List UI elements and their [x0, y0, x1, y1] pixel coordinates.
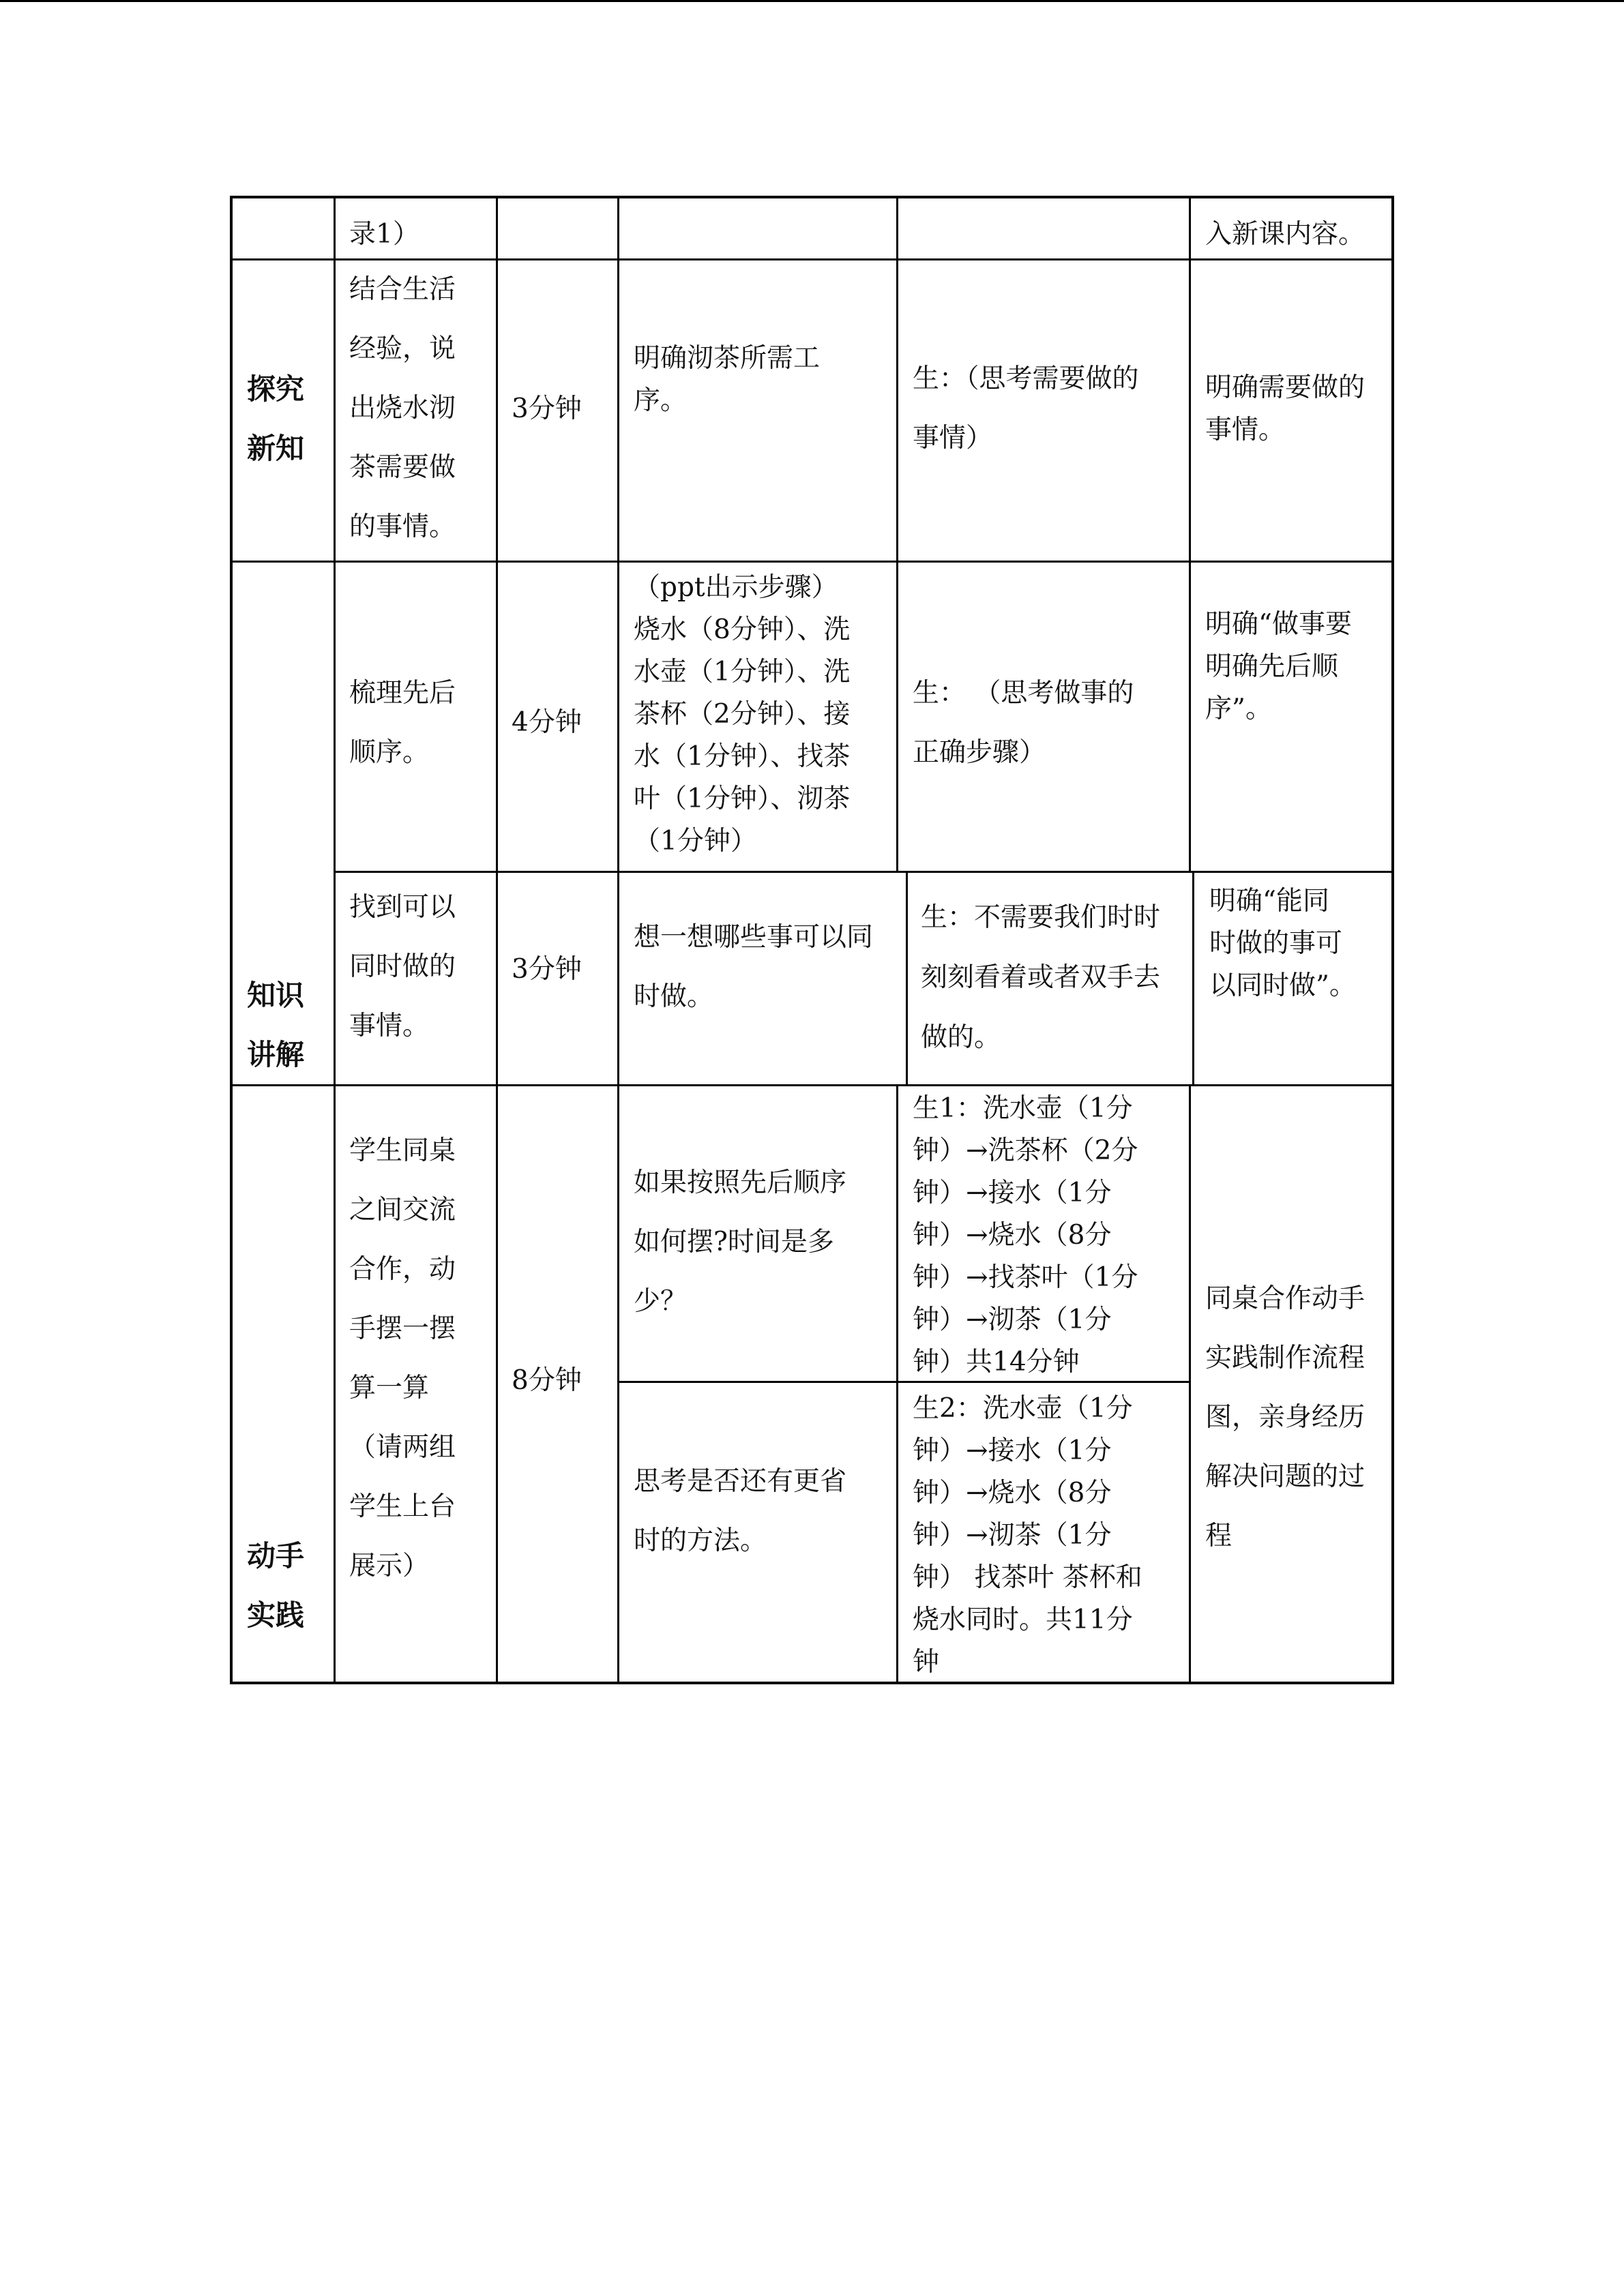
continued-activity: 录1）	[349, 219, 419, 250]
knowledge-activity-1: 梳理先后 顺序。	[349, 678, 456, 768]
practice-effect: 同桌合作动手 实践制作流程 图，亲身经历 解决问题的过 程	[1205, 1283, 1365, 1551]
explore-activity: 结合生活 经验，说 出烧水沏 茶需要做 的事情。	[349, 274, 456, 542]
practice-question-2: 思考是否还有更省 时的方法。	[634, 1466, 847, 1556]
row-divider	[230, 561, 1394, 563]
col-divider	[896, 1084, 898, 1684]
col-divider	[1192, 871, 1194, 1084]
col-divider	[1189, 1084, 1191, 1684]
col-divider	[896, 196, 898, 871]
knowledge-activity-2: 找到可以 同时做的 事情。	[349, 892, 456, 1041]
stage-explore: 探究 新知	[247, 372, 305, 465]
col-divider	[334, 196, 336, 1684]
col-divider	[496, 196, 498, 1684]
stage-practice: 动手 实践	[247, 1539, 305, 1632]
explore-time: 3分钟	[512, 393, 582, 424]
knowledge-time-2: 3分钟	[512, 954, 582, 985]
explore-effect: 明确需要做的 事情。	[1205, 372, 1365, 445]
col-divider	[617, 196, 619, 1684]
row-divider	[334, 871, 1394, 873]
explore-student: 生：（思考需要做的 事情）	[913, 363, 1139, 453]
practice-question-1: 如果按照先后顺序 如何摆?时间是多 少？	[634, 1167, 847, 1317]
knowledge-teacher-1: （ppt出示步骤） 烧水（8分钟）、洗 水壶（1分钟）、洗 茶杯（2分钟）、接 水（1分钟）、找茶 叶（1分钟）、沏茶 （1分钟）	[634, 572, 851, 856]
col-divider	[1189, 196, 1191, 871]
page-top-rule	[0, 0, 1624, 2]
knowledge-effect-2: 明确“能同 时做的事可 以同时做”。	[1209, 886, 1356, 1001]
row-divider	[230, 1084, 1394, 1086]
lesson-plan-table	[230, 196, 1394, 1684]
continued-effect: 入新课内容。	[1205, 219, 1365, 250]
col-divider	[906, 871, 908, 1084]
practice-answer-2: 生2：洗水壶（1分 钟）→接水（1分 钟）→烧水（8分 钟）→沏茶（1分 钟） 找茶叶 茶杯和 烧水同时。共11分 钟	[913, 1393, 1142, 1678]
practice-answer-1: 生1：洗水壶（1分 钟）→洗茶杯（2分 钟）→接水（1分 钟）→烧水（8分 钟）→找茶叶（1分 钟）→沏茶（1分 钟）共14分钟	[913, 1093, 1138, 1377]
knowledge-effect-1: 明确“做事要 明确先后顺 序”。	[1205, 609, 1352, 724]
knowledge-student-1: 生： （思考做事的 正确步骤）	[913, 678, 1134, 768]
explore-teacher: 明确沏茶所需工 序。	[634, 343, 821, 416]
practice-activity: 学生同桌 之间交流 合作，动 手摆一摆 算一算 （请两组 学生上台 展示）	[349, 1135, 456, 1581]
practice-time: 8分钟	[512, 1365, 582, 1396]
knowledge-teacher-2: 想一想哪些事可以同 时做。	[634, 922, 874, 1012]
knowledge-student-2: 生：不需要我们时时 刻刻看着或者双手去 做的。	[921, 902, 1161, 1053]
knowledge-time-1: 4分钟	[512, 707, 582, 738]
stage-knowledge: 知识 讲解	[247, 979, 305, 1071]
